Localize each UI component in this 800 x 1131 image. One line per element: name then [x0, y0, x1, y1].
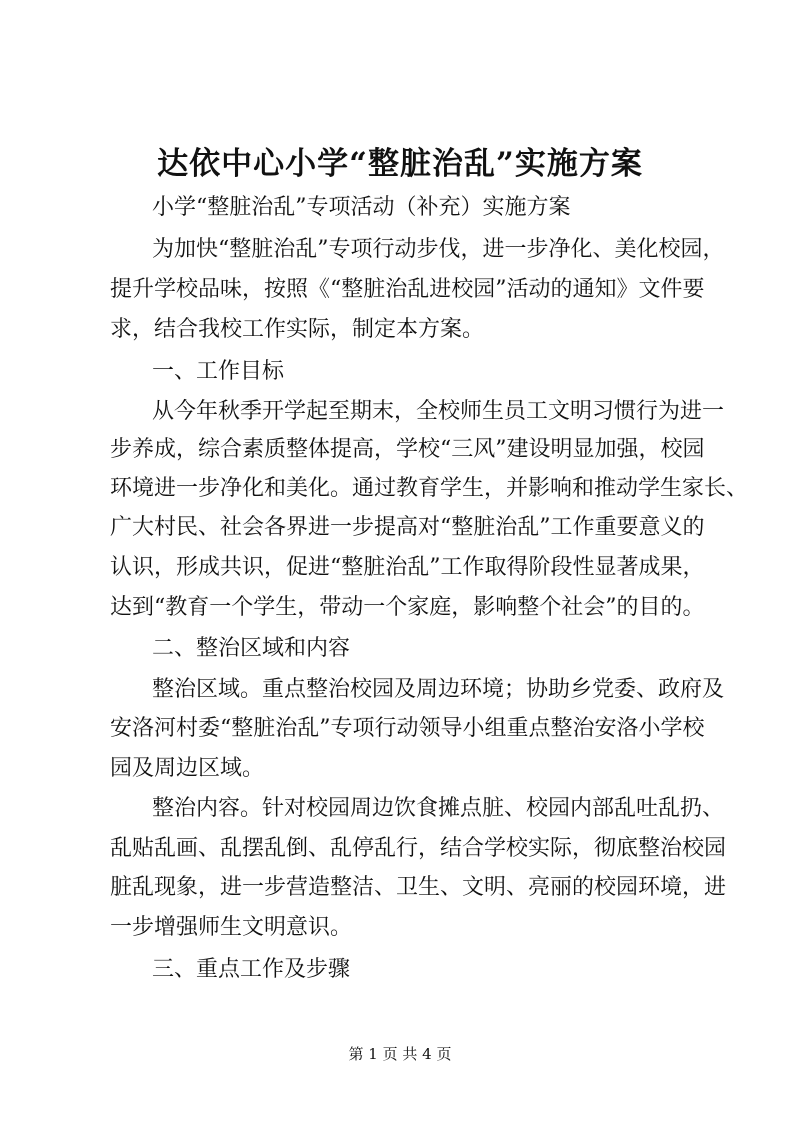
intro-line-1: 为加快“整脏治乱”专项行动步伐，进一步净化、美化校园，	[152, 237, 725, 262]
section-1-line-4: 广大村民、社会各界进一步提高对“整脏治乱”工作重要意义的	[110, 515, 705, 540]
document-title: 达依中心小学“整脏治乱”实施方案	[157, 146, 643, 182]
section-2-content-line-2: 乱贴乱画、乱摆乱倒、乱停乱行，结合学校实际，彻底整治校园	[110, 836, 727, 861]
section-1-line-2: 步养成，综合素质整体提高，学校“三风”建设明显加强，校园	[110, 437, 705, 462]
section-2-heading: 二、整治区域和内容	[152, 636, 351, 661]
section-3-heading: 三、重点工作及步骤	[152, 957, 351, 982]
section-2-content-line-1: 整治内容。针对校园周边饮食摊点脏、校园内部乱吐乱扔、	[152, 796, 725, 821]
section-1-line-3: 环境进一步净化和美化。通过教育学生，并影响和推动学生家长、	[110, 476, 749, 501]
page-number-footer: 第 1 页 共 4 页	[348, 1045, 452, 1063]
intro-line-2: 提升学校品味，按照《“整脏治乱进校园”活动的通知》文件要	[110, 277, 705, 302]
section-1-line-1: 从今年秋季开学起至期末，全校师生员工文明习惯行为进一	[152, 399, 725, 424]
section-1-line-5: 认识，形成共识，促进“整脏治乱”工作取得阶段性显著成果，	[110, 555, 705, 580]
section-1-heading: 一、工作目标	[152, 359, 285, 384]
section-2-area-line-2: 安洛河村委“整脏治乱”专项行动领导小组重点整治安洛小学校	[110, 716, 705, 741]
section-2-content-line-4: 一步增强师生文明意识。	[110, 915, 353, 940]
section-2-content-line-3: 脏乱现象，进一步营造整洁、卫生、文明、亮丽的校园环境，进	[110, 875, 727, 900]
section-2-area-line-1: 整治区域。重点整治校园及周边环境；协助乡党委、政府及	[152, 677, 725, 702]
document-subtitle: 小学“整脏治乱”专项活动（补充）实施方案	[152, 195, 571, 220]
section-2-area-line-3: 园及周边区域。	[110, 756, 265, 781]
section-1-line-6: 达到“教育一个学生，带动一个家庭，影响整个社会”的目的。	[110, 595, 705, 620]
intro-line-3: 求，结合我校工作实际，制定本方案。	[110, 317, 485, 342]
